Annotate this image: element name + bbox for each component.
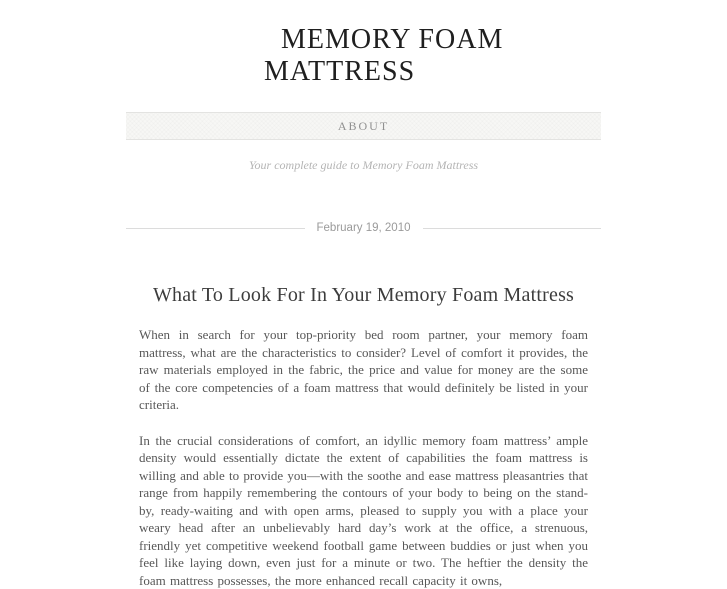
date-divider-left [126,228,305,229]
post-paragraph: In the crucial considerations of comfort, an idyllic memory foam mattress’ ample density would essentially dictate the extent of capabilities the foam mattress is willing and able to provide you—with the soothe and ease mattress pleasantries that range from happily remembering the contours of your body to being on the stand-by, ready-waiting and with open arms, pleased to supply you with a place your weary head after an unbelievably hard day’s work at the office, a strenuous, friendly yet competitive weekend football game between buddies or just when you feel like laying down, even just for a minute or two. The heftier the density the foam mattress possesses, the more enhanced recall capacity it owns, [126,432,601,589]
content-column [126,24,601,589]
site-tagline: Your complete guide to Memory Foam Mattress [126,158,601,173]
page [0,24,727,569]
nav-item-about[interactable]: ABOUT [338,119,389,134]
post [126,222,601,589]
nav-bar [126,112,601,140]
post-date-row [126,222,601,234]
date-divider-right [423,228,602,229]
site-header [126,24,601,88]
post-title[interactable]: What To Look For In Your Memory Foam Mattress [126,282,601,308]
site-title[interactable]: MEMORY FOAM MATTRESS [264,24,514,88]
post-paragraph: When in search for your top-priority bed room partner, your memory foam mattress, what are the characteristics to consider? Level of comfort it provides, the raw materials employed in the fabric, the price and value for money are the some of the core competencies of a foam mattress that would definitely be listed in your criteria. [126,326,601,414]
post-date: February 19, 2010 [305,222,423,234]
